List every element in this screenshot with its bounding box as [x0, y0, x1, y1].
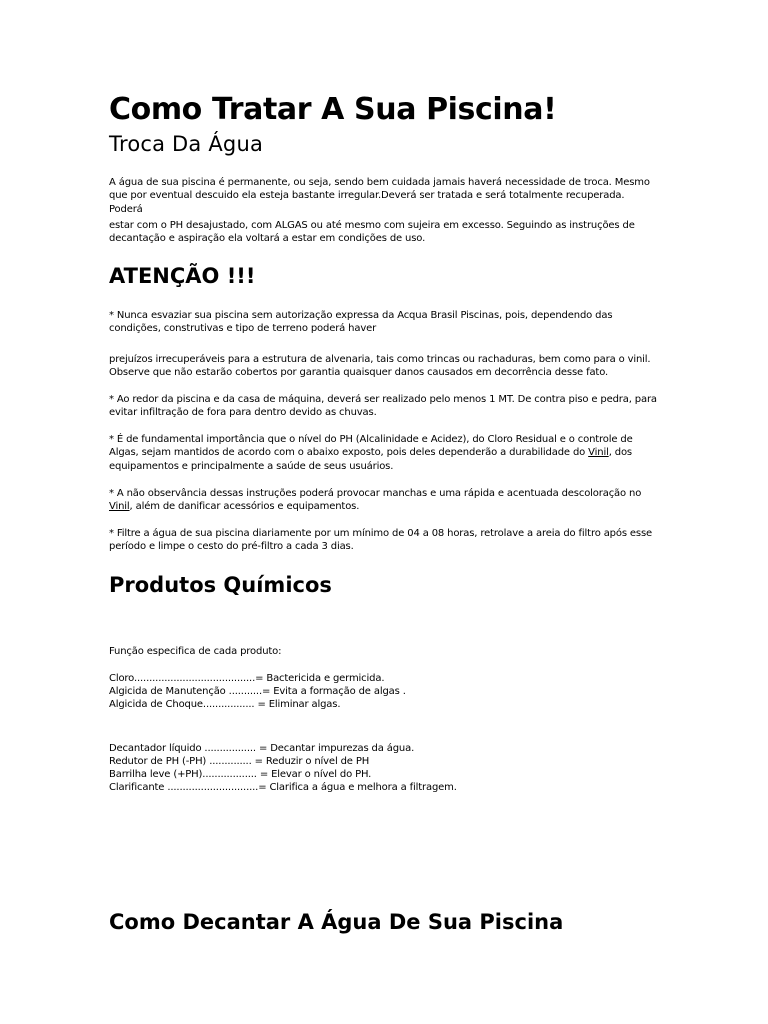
atencao-bullet-3-text: * É de fundamental importância que o nível do PH (Alcalinidade e Acidez), do Cloro Residual e o controle de Algas, sejam mantidos de acordo com o abaixo exposto, pois deles dependerão a durabilidade do: [109, 434, 633, 459]
product-line: Barrilha leve (+PH).................. = Elevar o nível do PH.: [109, 769, 372, 780]
atencao-bullet-2: * Ao redor da piscina e da casa de máquina, deverá ser realizado pelo menos 1 MT. De contra piso e pedra, para evitar infiltração de fora para dentro devido as chuvas.: [109, 394, 657, 419]
product-line: Algicida de Choque................. = Eliminar algas.: [109, 699, 341, 710]
atencao-bullet-4-text: * A não observância dessas instruções poderá provocar manchas e uma rápida e acentuada descoloração no: [109, 488, 642, 499]
atencao-bullet-1b: prejuízos irrecuperáveis para a estrutura de alvenaria, tais como trincas ou rachaduras, bem como para o vinil. Observe que não estarão cobertos por garantia quaisquer danos causados em decorrência desse fato.: [109, 354, 651, 379]
troca-paragraph-1: A água de sua piscina é permanente, ou seja, sendo bem cuidada jamais haverá necessidade de troca. Mesmo que por eventual descuido ela esteja bastante irregular.Deverá ser tratada e será totalmente recuperada. Poderá: [109, 177, 650, 215]
section-title-atencao: ATENÇÃO !!!: [109, 264, 256, 288]
section-title-produtos: Produtos Químicos: [109, 573, 332, 597]
product-line: Algicida de Manutenção ...........= Evita a formação de algas .: [109, 686, 406, 697]
page-title: Como Tratar A Sua Piscina!: [109, 92, 557, 127]
section-title-decantar: Como Decantar A Água De Sua Piscina: [109, 910, 564, 934]
vinil-link[interactable]: Vinil: [109, 501, 130, 513]
atencao-bullet-4: [109, 487, 661, 514]
document-page: [109, 0, 661, 1024]
product-line: Redutor de PH (-PH) .............. = Reduzir o nível de PH: [109, 756, 370, 767]
atencao-bullet-3: [109, 433, 661, 473]
product-line: Cloro........................................= Bactericida e germicida.: [109, 673, 385, 684]
section-title-troca: Troca Da Água: [109, 132, 264, 156]
atencao-bullet-3-text-end: , dos equipamentos e principalmente a saúde de seus usuários.: [109, 447, 632, 472]
product-line: Clarificante ..............................= Clarifica a água e melhora a filtragem.: [109, 782, 457, 793]
atencao-bullet-5: * Filtre a água de sua piscina diariamente por um mínimo de 04 a 08 horas, retrolave a areia do filtro após esse período e limpe o cesto do pré-filtro a cada 3 dias.: [109, 528, 653, 553]
product-line: Decantador líquido ................. = Decantar impurezas da água.: [109, 743, 415, 754]
vinil-link[interactable]: Vinil: [588, 447, 609, 459]
atencao-bullet-4-text-end: , além de danificar acessórios e equipamentos.: [129, 501, 360, 513]
troca-paragraph-2: estar com o PH desajustado, com ALGAS ou até mesmo com sujeira em excesso. Seguindo as instruções de decantação e aspiração ela voltará a estar em condições de uso.: [109, 220, 635, 245]
atencao-bullet-1a: * Nunca esvaziar sua piscina sem autorização expressa da Acqua Brasil Piscinas, pois, dependendo das condições, construtivas e tipo de terreno poderá haver: [109, 310, 613, 335]
produtos-intro: Função especifica de cada produto:: [109, 646, 282, 657]
